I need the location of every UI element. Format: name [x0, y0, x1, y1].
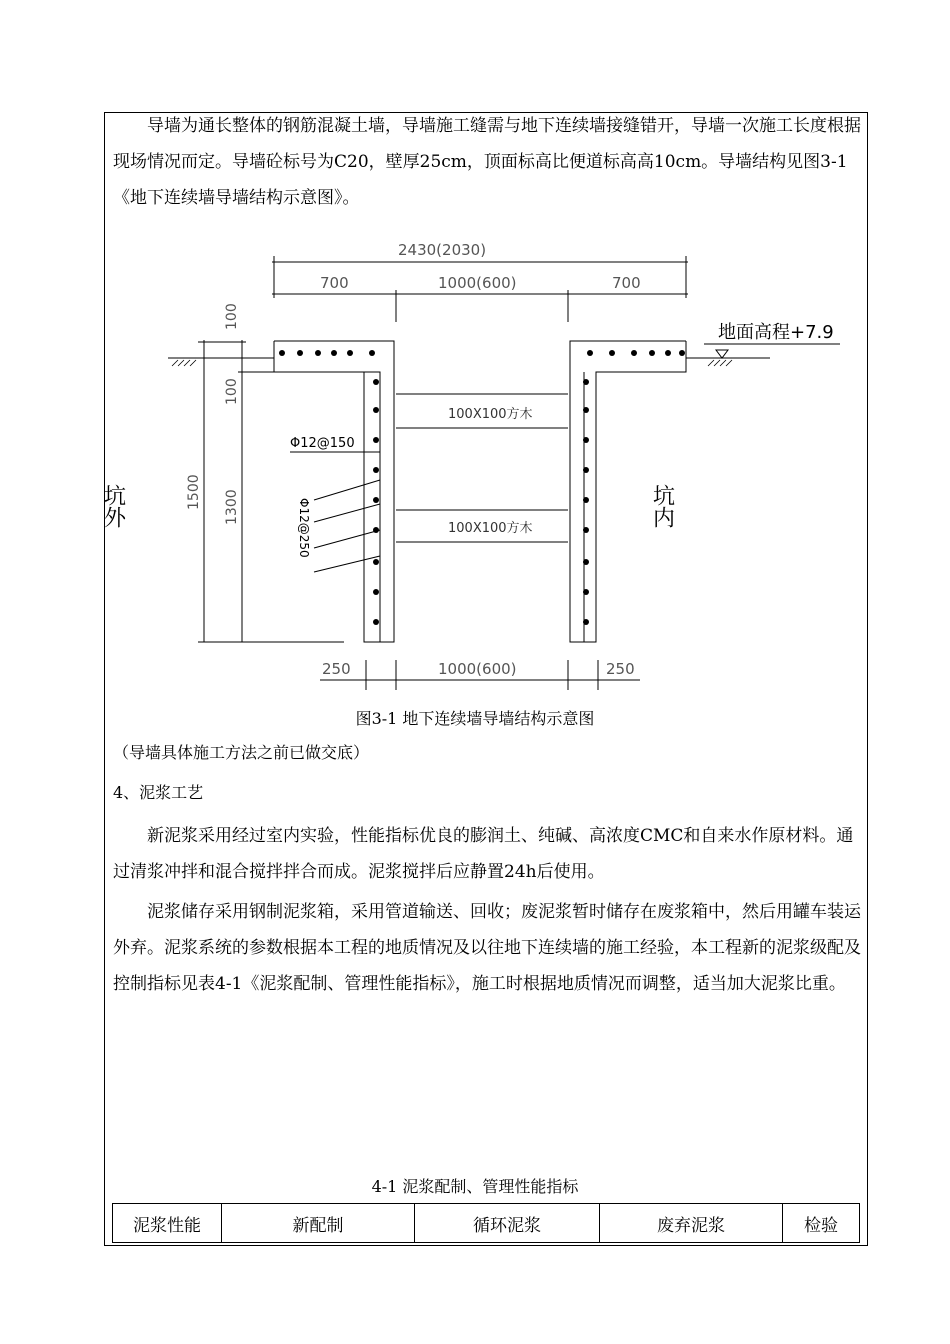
note-text: （导墙具体施工方法之前已做交底）	[113, 743, 370, 762]
dim-left: 700	[320, 274, 349, 292]
rebar-dist-label: Φ12@250	[297, 498, 311, 558]
header-cell: 泥浆性能	[113, 1204, 222, 1243]
table-title: 4-1 泥浆配制、管理性能指标	[371, 1177, 579, 1196]
figure-caption: 图3-1 地下连续墙导墙结构示意图	[355, 709, 595, 728]
table-header-row	[113, 1204, 860, 1243]
dim-v-1300: 1300	[224, 489, 240, 525]
timber-label-2: 100X100方木	[448, 521, 533, 536]
dim-bottom-right: 250	[606, 660, 635, 678]
dim-v-100b: 100	[224, 378, 240, 405]
dim-mid: 1000(600)	[438, 274, 517, 292]
outside-pit-label: 坑外	[100, 484, 126, 528]
dim-v-100a: 100	[224, 303, 240, 330]
rebar-main-label: Φ12@150	[290, 436, 355, 451]
dim-bottom-left: 250	[322, 660, 351, 678]
dim-total: 2430(2030)	[398, 241, 487, 259]
inside-pit-label: 坑内	[649, 484, 675, 528]
section-heading: 4、泥浆工艺	[113, 783, 204, 802]
timber-label-1: 100X100方木	[448, 407, 533, 422]
mud-performance-table	[112, 1203, 860, 1243]
paragraph-mud-storage: 泥浆储存采用钢制泥浆箱，采用管道输送、回收；废泥浆暂时储存在废浆箱中，然后用罐车装运外弃。泥浆系统的参数根据本工程的地质情况及以往地下连续墙的施工经验，本工程新的泥浆级配及控制指标见表4-1《泥浆配制、管理性能指标》，施工时根据地质情况而调整，适当加大泥浆比重。	[113, 902, 861, 994]
ground-level-label: 地面高程+7.9	[718, 322, 834, 343]
header-cell: 废弃泥浆	[600, 1204, 783, 1243]
header-cell: 新配制	[222, 1204, 415, 1243]
header-cell: 循环泥浆	[415, 1204, 600, 1243]
dim-v-1500: 1500	[186, 474, 202, 510]
paragraph-guide-wall: 导墙为通长整体的钢筋混凝土墙，导墙施工缝需与地下连续墙接缝错开，导墙一次施工长度根据现场情况而定。导墙砼标号为C20，壁厚25cm，顶面标高比便道标高高10cm。导墙结构见图3-1《地下连续墙导墙结构示意图》。	[113, 116, 861, 208]
dim-bottom-mid: 1000(600)	[438, 660, 517, 678]
header-cell: 检验	[783, 1204, 860, 1243]
paragraph-new-mud: 新泥浆采用经过室内实验，性能指标优良的膨润土、纯碱、高浓度CMC和自来水作原材料。通过清浆冲拌和混合搅拌拌合而成。泥浆搅拌后应静置24h后使用。	[113, 826, 854, 882]
dim-right: 700	[612, 274, 641, 292]
